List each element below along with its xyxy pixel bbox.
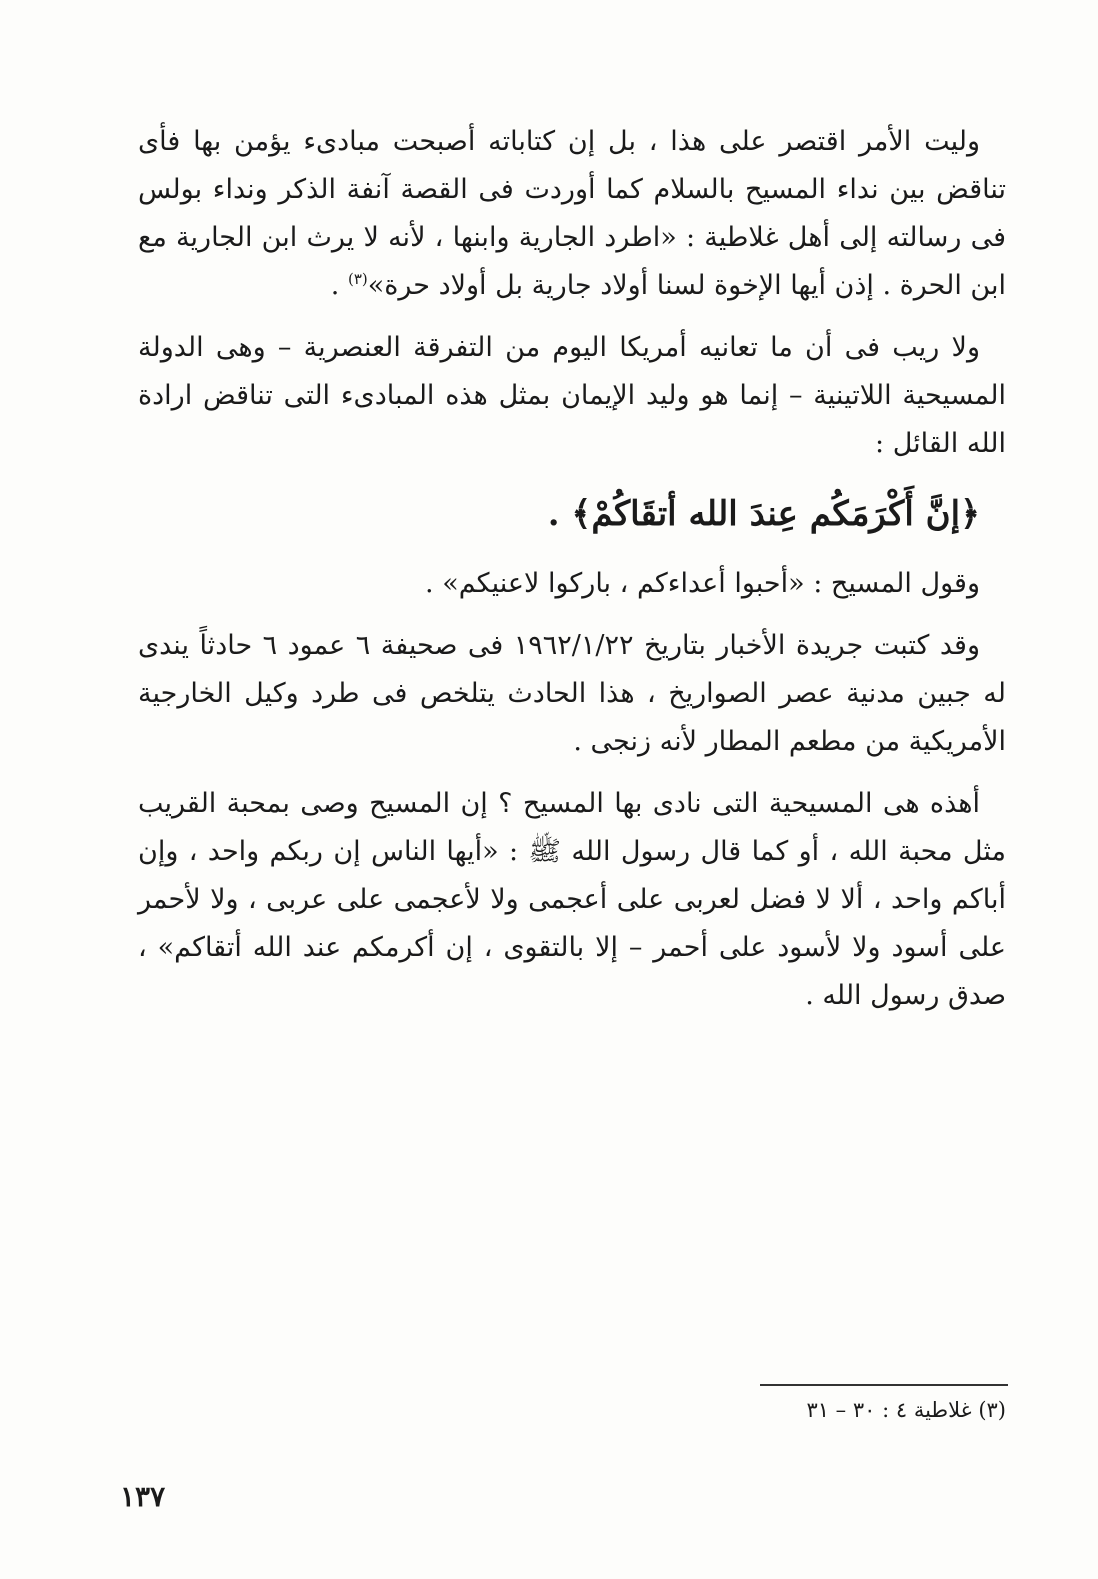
paragraph-3: وقول المسيح : «أحبوا أعداءكم ، باركوا لاعنيكم» . [425, 568, 980, 599]
paragraph-5: أهذه هى المسيحية التى نادى بها المسيح ؟ إن المسيح وصى بمحبة القريب مثل محبة الله ، أو كما قال رسول الله ﷺ : «أيها الناس إن ربكم واحد ، وإن أباكم واحد ، ألا لا فضل لعربى على أعجمى ولا لأعجمى على عربى ، ولا لأحمر على أسود ولا لأسود على أحمر – إلا بالتقوى ، إن أكرمكم عند الله أتقاكم» ، صدق رسول الله . [138, 788, 1006, 1011]
paragraph-1-end: . [330, 270, 348, 301]
paragraph-1-text: وليت الأمر اقتصر على هذا ، بل إن كتاباته أصبحت مبادىء يؤمن بها فأى تناقض بين نداء المسيح بالسلام كما أوردت فى القصة آنفة الذكر ونداء بولس فى رسالته إلى أهل غلاطية : «اطرد الجارية وابنها ، لأنه لا يرث ابن الجارية مع ابن الحرة . إذن أيها الإخوة لسنا أولاد جارية بل أولاد حرة» [138, 126, 1006, 301]
quran-verse: ﴿إنَّ أَكْرَمَكُم عِندَ الله أتقَاكُمْ﴾ . [547, 494, 980, 534]
body-text [138, 118, 1006, 1034]
footnote-marker: (٣) [347, 270, 368, 288]
paragraph-2: ولا ريب فى أن ما تعانيه أمريكا اليوم من التفرقة العنصرية – وهى الدولة المسيحية اللاتينية – إنما هو وليد الإيمان بمثل هذه المبادىء التى تناقض ارادة الله القائل : [138, 332, 1006, 459]
footnote: (٣) غلاطية ٤ : ٣٠ – ٣١ [806, 1398, 1006, 1422]
footnote-divider [760, 1384, 1008, 1386]
page-number: ١٣٧ [120, 1480, 166, 1513]
paragraph-1 [138, 118, 1006, 310]
paragraph-4: وقد كتبت جريدة الأخبار بتاريخ ١٩٦٢/١/٢٢ فى صحيفة ٦ عمود ٦ حادثاً يندى له جبين مدنية عصر الصواريخ ، هذا الحادث يتلخص فى طرد وكيل الخارجية الأمريكية من مطعم المطار لأنه زنجى . [138, 630, 1006, 757]
